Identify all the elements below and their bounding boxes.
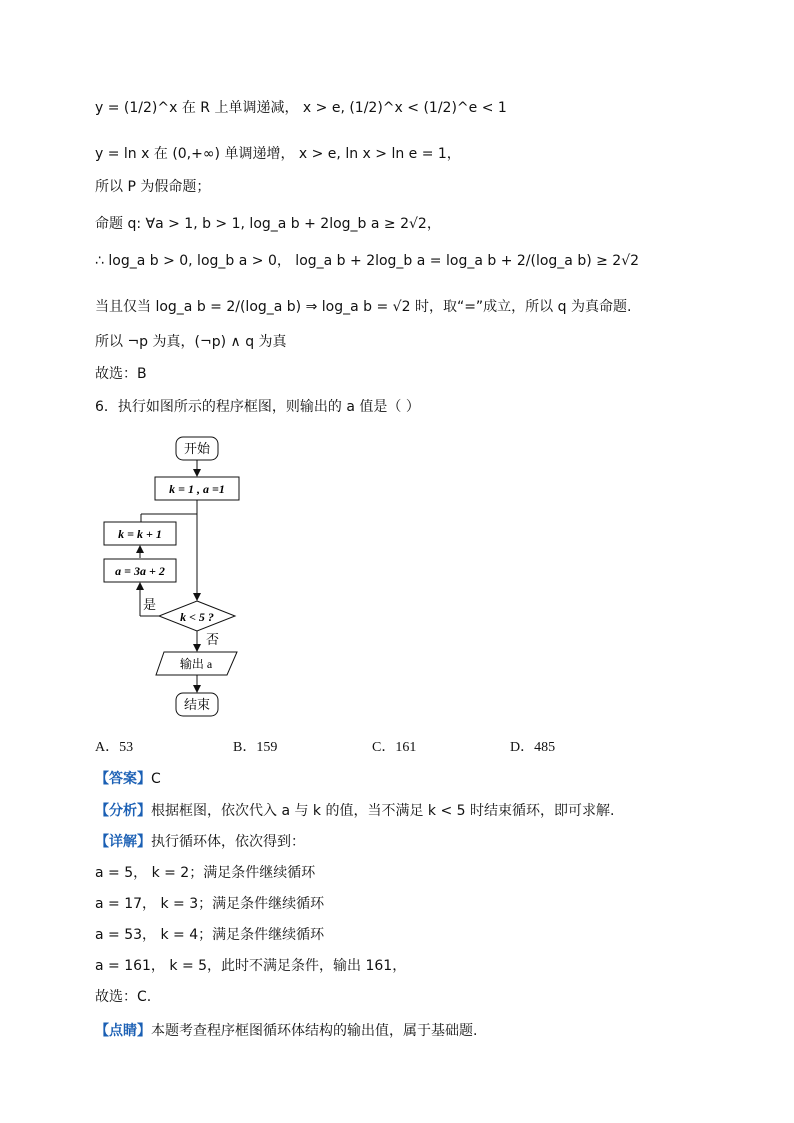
option-a: A．53	[95, 740, 134, 755]
flowchart	[95, 430, 275, 720]
comment-text: 本题考查程序框图循环体结构的输出值，属于基础题.	[151, 1023, 478, 1039]
answer-value: C	[151, 771, 161, 787]
prev-line-6: 当且仅当 log_a b = 2/(log_a b) ⇒ log_a b = √2 时，取“=”成立，所以 q 为真命题.	[95, 299, 632, 315]
choose-line: 故选：C.	[95, 989, 152, 1005]
detail-text: 执行循环体，依次得到：	[151, 834, 305, 850]
comment-tag: 【点睛】	[95, 1023, 151, 1039]
step-1: a = 5， k = 2；满足条件继续循环	[95, 865, 316, 881]
answer-line	[95, 769, 161, 789]
analysis-line	[95, 801, 614, 821]
detail-tag: 【详解】	[95, 834, 151, 850]
flow-end-label: 结束	[183, 697, 211, 712]
prev-line-5: ∴ log_a b > 0, log_b a > 0， log_a b + 2log_b a = log_a b + 2/(log_a b) ≥ 2√2	[95, 253, 640, 269]
prev-line-2: y = ln x 在 (0,+∞) 单调递增， x > e, ln x > ln e = 1，	[95, 146, 461, 162]
prev-line-3: 所以 P 为假命题；	[95, 179, 211, 195]
step-4: a = 161， k = 5，此时不满足条件，输出 161，	[95, 958, 407, 974]
step-3: a = 53， k = 4；满足条件继续循环	[95, 927, 325, 943]
option-c: C．161	[372, 740, 417, 755]
flow-condition-label: k < 5 ?	[180, 610, 214, 624]
question-text: 6．执行如图所示的程序框图，则输出的 a 值是（ ）	[95, 399, 420, 415]
comment-line	[95, 1021, 477, 1041]
answer-tag: 【答案】	[95, 771, 151, 787]
prev-line-4: 命题 q: ∀a > 1, b > 1, log_a b + 2log_b a ≥ 2√2，	[95, 216, 441, 232]
prev-line-1: y = (1/2)^x 在 R 上单调递减， x > e, (1/2)^x < (1/2)^e < 1	[95, 100, 507, 116]
option-b: B．159	[233, 740, 278, 755]
option-d: D．485	[510, 740, 556, 755]
prev-line-7: 所以 ¬p 为真，(¬p) ∧ q 为真	[95, 334, 287, 350]
flow-start-label: 开始	[183, 441, 211, 456]
analysis-text: 根据框图，依次代入 a 与 k 的值，当不满足 k < 5 时结束循环，即可求解.	[151, 803, 615, 819]
analysis-tag: 【分析】	[95, 803, 151, 819]
prev-line-8: 故选：B	[95, 366, 147, 382]
flow-incr-k-label: k = k + 1	[118, 527, 162, 541]
step-2: a = 17， k = 3；满足条件继续循环	[95, 896, 325, 912]
flow-output-label: 输出 a	[179, 657, 213, 671]
flow-update-a-label: a = 3a + 2	[115, 564, 165, 578]
flow-yes-label: 是	[143, 597, 157, 612]
flow-no-label: 否	[206, 632, 220, 647]
flow-init-label: k = 1 , a =1	[169, 482, 225, 496]
detail-line	[95, 832, 305, 852]
